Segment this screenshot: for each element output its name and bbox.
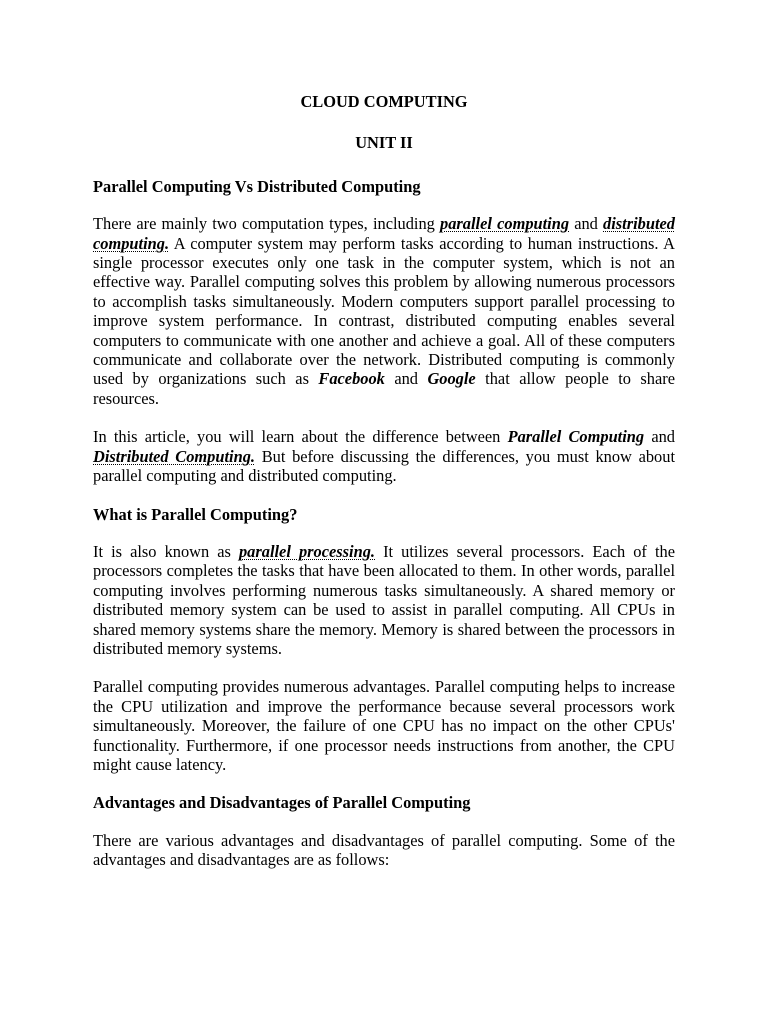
link-distributed-computing-2[interactable]: Distributed Computing.: [93, 446, 255, 466]
document-title: CLOUD COMPUTING: [300, 92, 468, 111]
parallel-paragraph-1: It is also known as parallel processing. It utilizes several processors. Each of the processors completes the tasks that have been allocated to them. In other words, parallel computing involves performing numerous tasks simultaneously. A shared memory or distributed memory system can be used to assist in parallel computing. All CPUs in shared memory systems share the memory. Memory is shared between the processors in distributed memory systems.: [93, 541, 675, 658]
emphasis-facebook: Facebook: [318, 369, 385, 389]
intro-paragraph-1: There are mainly two computation types, including parallel computing and distributed computing. A computer system may perform tasks according to human instructions. A single processor executes only one task in the computer system, which is not an effective way. Parallel computing solves this problem by allowing numerous processors to accomplish tasks simultaneously. Modern computers support parallel processing to improve system performance. In contrast, distributed computing enables several computers to communicate with one another and achieve a goal. All of these computers communicate and collaborate over the network. Distributed computing is commonly used by organizations such as Facebook and Google that allow people to share resources.: [93, 214, 675, 408]
emphasis-parallel-computing: Parallel Computing: [507, 427, 645, 447]
emphasis-google: Google: [427, 369, 476, 389]
intro-paragraph-2: In this article, you will learn about the difference between Parallel Computing and Distributed Computing. But before discussing the differences, you must know about parallel computing and distributed computing.: [93, 427, 675, 486]
section-heading-parallel: What is Parallel Computing?: [93, 504, 298, 524]
link-parallel-computing[interactable]: parallel computing: [440, 214, 570, 234]
advantages-paragraph: There are various advantages and disadvantages of parallel computing. Some of the advantages and disadvantages are as follows:: [93, 830, 675, 870]
section-heading-advantages: Advantages and Disadvantages of Parallel Computing: [93, 793, 471, 813]
section-heading-intro: Parallel Computing Vs Distributed Computing: [93, 176, 421, 196]
document-page: [93, 92, 675, 889]
link-parallel-processing[interactable]: parallel processing.: [238, 541, 375, 561]
unit-label: UNIT II: [355, 133, 413, 153]
link-distributed-computing[interactable]: distributed computing.: [93, 214, 675, 253]
parallel-paragraph-2: Parallel computing provides numerous advantages. Parallel computing helps to increase the CPU utilization and improve the performance because several processors work simultaneously. Moreover, the failure of one CPU has no impact on the other CPUs' functionality. Furthermore, if one processor needs instructions from another, the CPU might cause latency.: [93, 677, 675, 774]
